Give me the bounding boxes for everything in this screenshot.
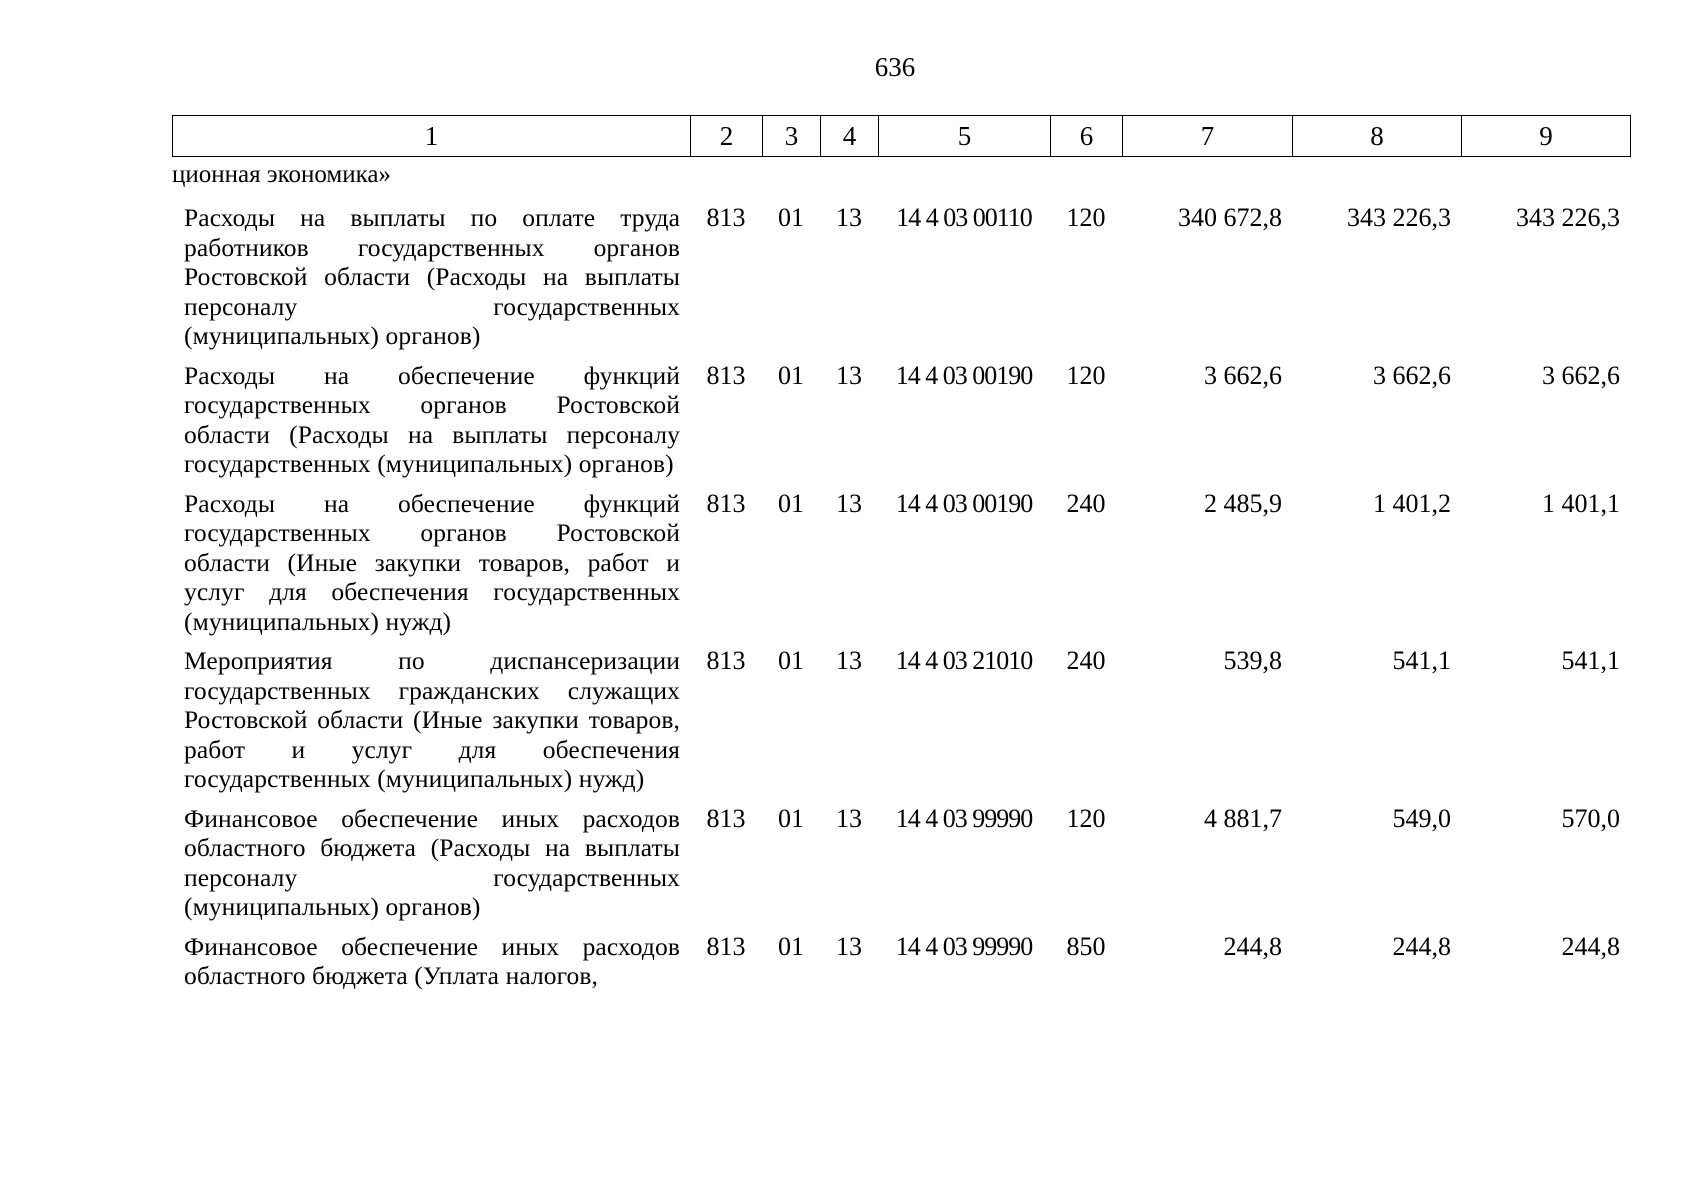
cell-target-article: 14 4 03 99990 [895,931,1033,961]
cell-subsection: 13 [836,360,862,390]
table-header [172,115,1631,157]
cell-amount-9: 570,0 [1561,803,1620,833]
cell-subsection: 13 [836,203,862,232]
cell-amount-7: 340 672,8 [1178,203,1282,232]
column-header: 8 [1293,116,1462,157]
cell-expense-type: 120 [1066,803,1106,833]
cell-target-article: 14 4 03 21010 [895,646,1033,675]
cell-ministry-code: 813 [706,360,746,390]
cell-section: 01 [778,931,804,961]
cell-subsection: 13 [836,803,862,833]
cell-expense-type: 850 [1066,931,1106,961]
table-row [172,203,1630,361]
column-header: 7 [1123,116,1293,157]
cell-expense-type: 120 [1066,360,1106,390]
cell-expense-type: 240 [1066,488,1106,518]
column-header: 1 [173,116,691,157]
row-description: Расходы на обеспечение функций государственных органов Ростовской области (Расходы на выплаты персоналу государственных (муниципальных) органов) [184,360,680,478]
cell-amount-8: 549,0 [1392,803,1451,833]
cell-amount-9: 343 226,3 [1516,203,1620,232]
cell-subsection: 13 [836,488,862,518]
cell-subsection: 13 [836,931,862,961]
cell-amount-9: 3 662,6 [1542,360,1620,390]
column-header: 5 [879,116,1051,157]
cell-amount-8: 1 401,2 [1373,488,1451,518]
budget-table [172,203,1630,1001]
row-description: Расходы на выплаты по оплате труда работников государственных органов Ростовской области (Расходы на выплаты персоналу государственных (муниципальных) органов) [184,203,680,350]
cell-amount-9: 1 401,1 [1542,488,1620,518]
cell-amount-8: 244,8 [1392,931,1451,961]
table-row [172,804,1630,932]
column-header: 3 [763,116,821,157]
cell-amount-7: 4 881,7 [1204,803,1282,833]
column-header: 4 [821,116,879,157]
cell-amount-7: 539,8 [1223,646,1282,675]
cell-section: 01 [778,203,804,232]
cell-amount-7: 3 662,6 [1204,360,1282,390]
cell-section: 01 [778,360,804,390]
cell-ministry-code: 813 [706,488,746,518]
table-row [172,932,1630,1001]
cell-target-article: 14 4 03 00110 [896,203,1032,232]
cell-ministry-code: 813 [706,931,746,961]
cell-ministry-code: 813 [706,203,746,232]
row-description: Расходы на обеспечение функций государственных органов Ростовской области (Иные закупки товаров, работ и услуг для обеспечения государственных (муниципальных) нужд) [184,488,680,636]
cell-ministry-code: 813 [706,646,746,675]
column-header: 6 [1051,116,1123,157]
row-description: Мероприятия по диспансеризации государственных гражданских служащих Ростовской области (Иные закупки товаров, работ и услуг для обеспечения государственных (муниципальных) нужд) [184,646,680,793]
cell-amount-8: 343 226,3 [1347,203,1451,232]
cell-section: 01 [778,488,804,518]
header-row [173,116,1631,157]
table-row [172,361,1630,489]
cell-amount-9: 244,8 [1561,931,1620,961]
cell-amount-8: 3 662,6 [1373,360,1451,390]
cell-target-article: 14 4 03 99990 [895,803,1033,833]
cell-target-article: 14 4 03 00190 [895,360,1033,390]
table-row [172,646,1630,804]
row-description: Финансовое обеспечение иных расходов областного бюджета (Расходы на выплаты персоналу государственных (муниципальных) органов) [184,803,680,921]
cell-amount-9: 541,1 [1561,646,1620,675]
cell-expense-type: 120 [1066,203,1106,232]
continued-text: ционная экономика» [172,161,391,188]
table-row [172,489,1630,647]
column-header: 9 [1462,116,1631,157]
row-description: Финансовое обеспечение иных расходов областного бюджета (Уплата налогов, [184,931,680,990]
cell-subsection: 13 [836,646,862,675]
cell-target-article: 14 4 03 00190 [895,488,1033,518]
cell-section: 01 [778,803,804,833]
column-header: 2 [691,116,763,157]
cell-amount-7: 2 485,9 [1204,488,1282,518]
cell-expense-type: 240 [1066,646,1106,675]
cell-amount-8: 541,1 [1392,646,1451,675]
cell-ministry-code: 813 [706,803,746,833]
cell-section: 01 [778,646,804,675]
cell-amount-7: 244,8 [1223,931,1282,961]
page-number: 636 [874,52,916,82]
